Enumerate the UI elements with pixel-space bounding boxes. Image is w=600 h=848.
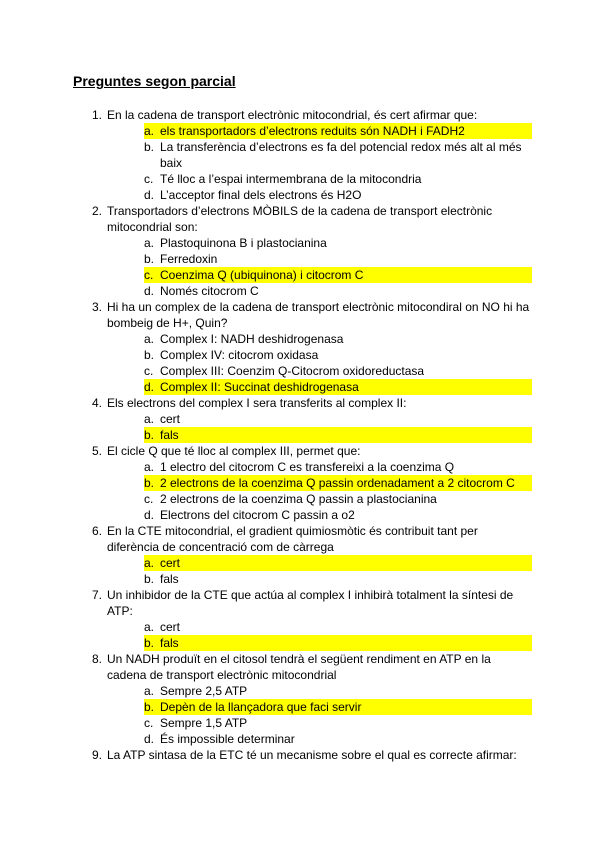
answer-option — [144, 363, 532, 379]
answer-option — [144, 507, 532, 523]
answer-option — [144, 331, 532, 347]
answer-options — [107, 123, 532, 203]
question-number: 1. — [92, 108, 103, 122]
option-text: 2 electrons de la coenzima Q passin ordenadament a 2 citocrom C — [160, 476, 515, 490]
question-item — [92, 203, 532, 299]
option-letter: a. — [144, 620, 155, 634]
option-text: els transportadors d’electrons reduits són NADH i FADH2 — [160, 124, 465, 138]
question-number: 5. — [92, 444, 103, 458]
option-letter: a. — [144, 123, 160, 139]
answer-option — [144, 715, 532, 731]
answer-option — [144, 731, 532, 747]
question-number: 8. — [92, 652, 103, 666]
question-text: Un inhibidor de la CTE que actúa al complex I inhibirà totalment la síntesi de ATP: — [107, 588, 514, 618]
question-text: Hi ha un complex de la cadena de transport electrònic mitocondiral on NO hi ha bombeig de H+, Quin? — [107, 300, 530, 330]
option-text: Depèn de la llançadora que faci servir — [160, 700, 362, 714]
option-text: Sempre 2,5 ATP — [160, 684, 248, 698]
question-text: El cicle Q que té lloc al complex III, permet que: — [107, 444, 361, 458]
option-letter: c. — [144, 364, 154, 378]
question-item — [92, 299, 532, 395]
answer-option-highlighted — [144, 379, 532, 395]
option-text: cert — [160, 412, 181, 426]
option-letter: b. — [144, 140, 155, 154]
answer-option-highlighted — [144, 123, 532, 139]
option-text: Complex I: NADH deshidrogenasa — [160, 332, 344, 346]
option-text: fals — [160, 572, 179, 586]
option-letter: a. — [144, 236, 155, 250]
answer-options — [107, 331, 532, 395]
answer-option-highlighted — [144, 635, 532, 651]
option-letter: a. — [144, 555, 160, 571]
answer-options — [107, 619, 532, 651]
question-item — [92, 747, 532, 763]
option-letter: c. — [144, 267, 159, 283]
option-text: Només citocrom C — [160, 284, 259, 298]
option-text: Sempre 1,5 ATP — [160, 716, 248, 730]
option-text: 2 electrons de la coenzima Q passin a plastocianina — [160, 492, 437, 506]
answer-option — [144, 139, 532, 171]
option-letter: d. — [144, 508, 155, 522]
answer-option-highlighted — [144, 699, 532, 715]
answer-option — [144, 187, 532, 203]
answer-option-highlighted — [144, 427, 532, 443]
option-text: Plastoquinona B i plastocianina — [160, 236, 327, 250]
option-text: Complex IV: citocrom oxidasa — [160, 348, 319, 362]
answer-option — [144, 411, 532, 427]
answer-options — [107, 555, 532, 587]
option-text: fals — [160, 636, 179, 650]
answer-option — [144, 683, 532, 699]
option-text: Electrons del citocrom C passin a o2 — [160, 508, 355, 522]
option-letter: d. — [144, 732, 155, 746]
option-text: La transferència d’electrons es fa del potencial redox més alt al més baix — [160, 140, 522, 170]
question-number: 4. — [92, 396, 103, 410]
page-title: Preguntes segon parcial — [73, 73, 236, 89]
option-letter: d. — [144, 379, 160, 395]
answer-option-highlighted — [144, 555, 532, 571]
option-text: 1 electro del citocrom C es transfereixi a la coenzima Q — [160, 460, 455, 474]
answer-option-highlighted — [144, 475, 532, 491]
answer-option-highlighted — [144, 267, 532, 283]
question-text: Transportadors d’electrons MÒBILS de la cadena de transport electrònic mitocondrial son: — [107, 204, 493, 234]
answer-options — [107, 411, 532, 443]
answer-option — [144, 251, 532, 267]
option-text: fals — [160, 428, 179, 442]
option-letter: d. — [144, 188, 155, 202]
option-letter: a. — [144, 460, 155, 474]
question-item — [92, 587, 532, 651]
question-item — [92, 395, 532, 443]
question-text: Els electrons del complex I sera transferits al complex II: — [107, 396, 407, 410]
option-letter: b. — [144, 252, 155, 266]
option-text: cert — [160, 556, 181, 570]
question-item — [92, 443, 532, 523]
answer-option — [144, 459, 532, 475]
question-text: En la cadena de transport electrònic mitocondrial, és cert afirmar que: — [107, 108, 478, 122]
option-letter: a. — [144, 684, 155, 698]
question-text: La ATP sintasa de la ETC té un mecanisme sobre el qual es correcte afirmar: — [107, 748, 517, 762]
question-number: 3. — [92, 300, 103, 314]
question-item — [92, 107, 532, 203]
option-letter: c. — [144, 492, 154, 506]
option-letter: a. — [144, 332, 155, 346]
question-list — [92, 107, 532, 763]
answer-option — [144, 571, 532, 587]
answer-option — [144, 491, 532, 507]
option-text: cert — [160, 620, 181, 634]
answer-options — [107, 235, 532, 299]
question-number: 6. — [92, 524, 103, 538]
option-letter: b. — [144, 572, 155, 586]
answer-option — [144, 283, 532, 299]
answer-options — [107, 683, 532, 747]
question-text: En la CTE mitocondrial, el gradient quimiosmòtic és contribuit tant per diferència de concentració com de càrrega — [107, 524, 478, 554]
option-text: Coenzima Q (ubiquinona) i citocrom C — [160, 268, 364, 282]
question-item — [92, 523, 532, 587]
option-letter: c. — [144, 716, 154, 730]
option-letter: b. — [144, 699, 160, 715]
option-letter: b. — [144, 427, 160, 443]
answer-options — [107, 459, 532, 523]
question-text: Un NADH produït en el citosol tendrà el següent rendiment en ATP en la cadena de transport electrònic mitocondrial — [107, 652, 491, 682]
question-number: 7. — [92, 588, 103, 602]
question-number: 9. — [92, 748, 103, 762]
option-letter: b. — [144, 348, 155, 362]
option-text: Té lloc a l’espai intermembrana de la mitocondria — [160, 172, 422, 186]
option-letter: b. — [144, 635, 160, 651]
option-letter: d. — [144, 284, 155, 298]
answer-option — [144, 347, 532, 363]
question-item — [92, 651, 532, 747]
option-text: Complex II: Succinat deshidrogenasa — [160, 380, 359, 394]
option-text: Complex III: Coenzim Q-Citocrom oxidoreductasa — [160, 364, 425, 378]
option-text: És impossible determinar — [160, 732, 295, 746]
option-text: Ferredoxin — [160, 252, 218, 266]
option-letter: a. — [144, 412, 155, 426]
answer-option — [144, 619, 532, 635]
question-number: 2. — [92, 204, 103, 218]
option-letter: b. — [144, 475, 160, 491]
option-text: L’acceptor final dels electrons és H2O — [160, 188, 362, 202]
option-letter: c. — [144, 172, 154, 186]
answer-option — [144, 171, 532, 187]
answer-option — [144, 235, 532, 251]
